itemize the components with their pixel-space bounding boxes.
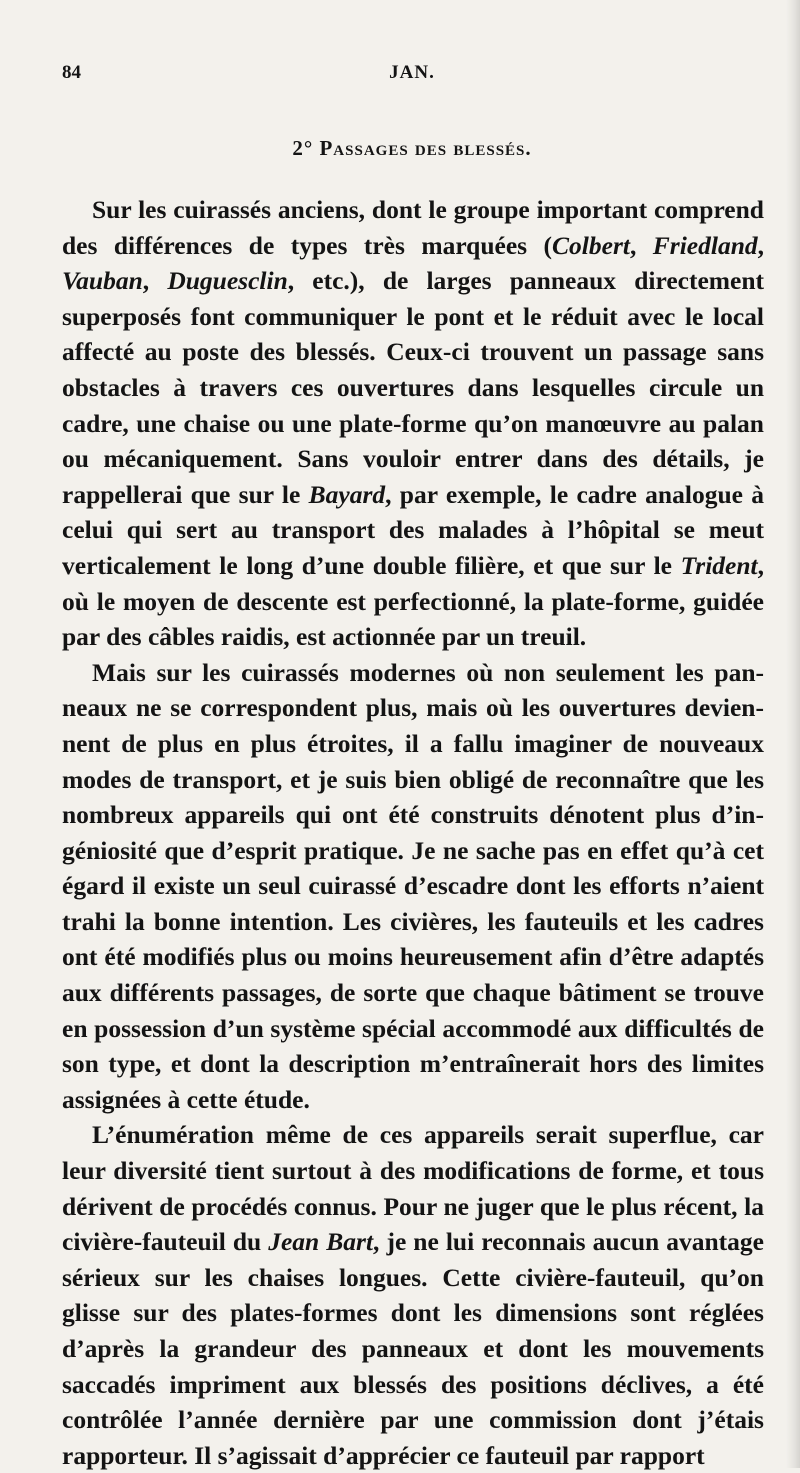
text-run: , où le moyen de descente est perfectionné, la plate-forme, guidée par des câbles raidis, est actionnée par un treuil. [62,550,764,652]
text-run: , je ne lui reconnais aucun avantage sérieux sur les chaises longues. Cette civière-fauteuil, qu’on glisse sur des plates-formes dont les dimensions sont réglées d’après la grandeur des panneaux et dont les mouvements saccadés impriment aux blessés des positions déclives, a été contrôlée l’année dernière par une commission dont j’étais rapporteur. Il s’agissait d’apprécier ce fauteuil par rapport [62,1227,764,1470]
ship-name: Bayard [308,479,386,509]
text-run: , [142,266,168,296]
ship-name: Trident [680,550,758,580]
text-run: Mais sur les cuirassés modernes où non seulement les panneaux ne se correspondent plus, mais où les ouvertures deviennent de plus en plus étroites, il a fallu imaginer de nouveaux modes de transport, et je suis bien obligé de reconnaître que les nombreux appareils qui ont été construits dénotent plus d’ingéniosité que d’esprit pratique. Je ne sache pas en effet qu’à cet égard il existe un seul cuirassé d’escadre dont les efforts n’aient trahi la bonne intention. Les civières, les fauteuils et les cadres ont été modifiés plus ou moins heureusement afin d’être adaptés aux différents passages, de sorte que chaque bâtiment se trouve en possession d’un système spécial accommodé aux difficultés de son type, et dont la description m’entraînerait hors des limites assignées à cette étude. [62,657,764,1114]
text-run: , [629,230,653,260]
text-run: , par exemple, le cadre analogue à celui qui sert au transport des malades à l’hôpital se meut verticalement le long d’une double filière, et que sur le [62,479,764,580]
running-title: JAN. [389,62,435,83]
running-head [62,62,762,88]
ship-name: Duguesclin [167,266,288,296]
section-heading: 2° Passages des blessés. [292,136,532,160]
text-run: , [757,230,765,260]
paragraph [62,1117,764,1473]
ship-name: Vauban [62,266,143,296]
ship-name: Jean Bart [268,1227,374,1257]
page-number: 84 [62,62,81,83]
ship-name: Friedland [652,230,758,260]
text-run: Sur les cuirassés anciens, dont le groupe important comprend des différences de types très marquées ( [62,195,764,260]
paragraph [62,192,764,655]
text-run: L’énumération même de ces appareils serait superflue, car leur diversité tient surtout à des modifications de forme, et tous dérivent de procédés connus. Pour ne juger que le plus récent, la civière-fauteuil du [62,1120,764,1257]
body-text [62,192,764,1473]
paragraph [62,655,764,1118]
ship-name: Colbert [552,230,630,260]
text-run: , etc.), de larges panneaux directement superposés font communiquer le pont et le réduit avec le local affecté au poste des blessés. Ceux-ci trouvent un passage sans obstacles à travers ces ouvertures dans lesquelles circule un cadre, une chaise ou une plate-forme qu’on manœuvre au palan ou mécaniquement. Sans vouloir entrer dans des détails, je rappellerai que sur le [62,266,764,509]
page-edge-shadow [786,0,800,1468]
